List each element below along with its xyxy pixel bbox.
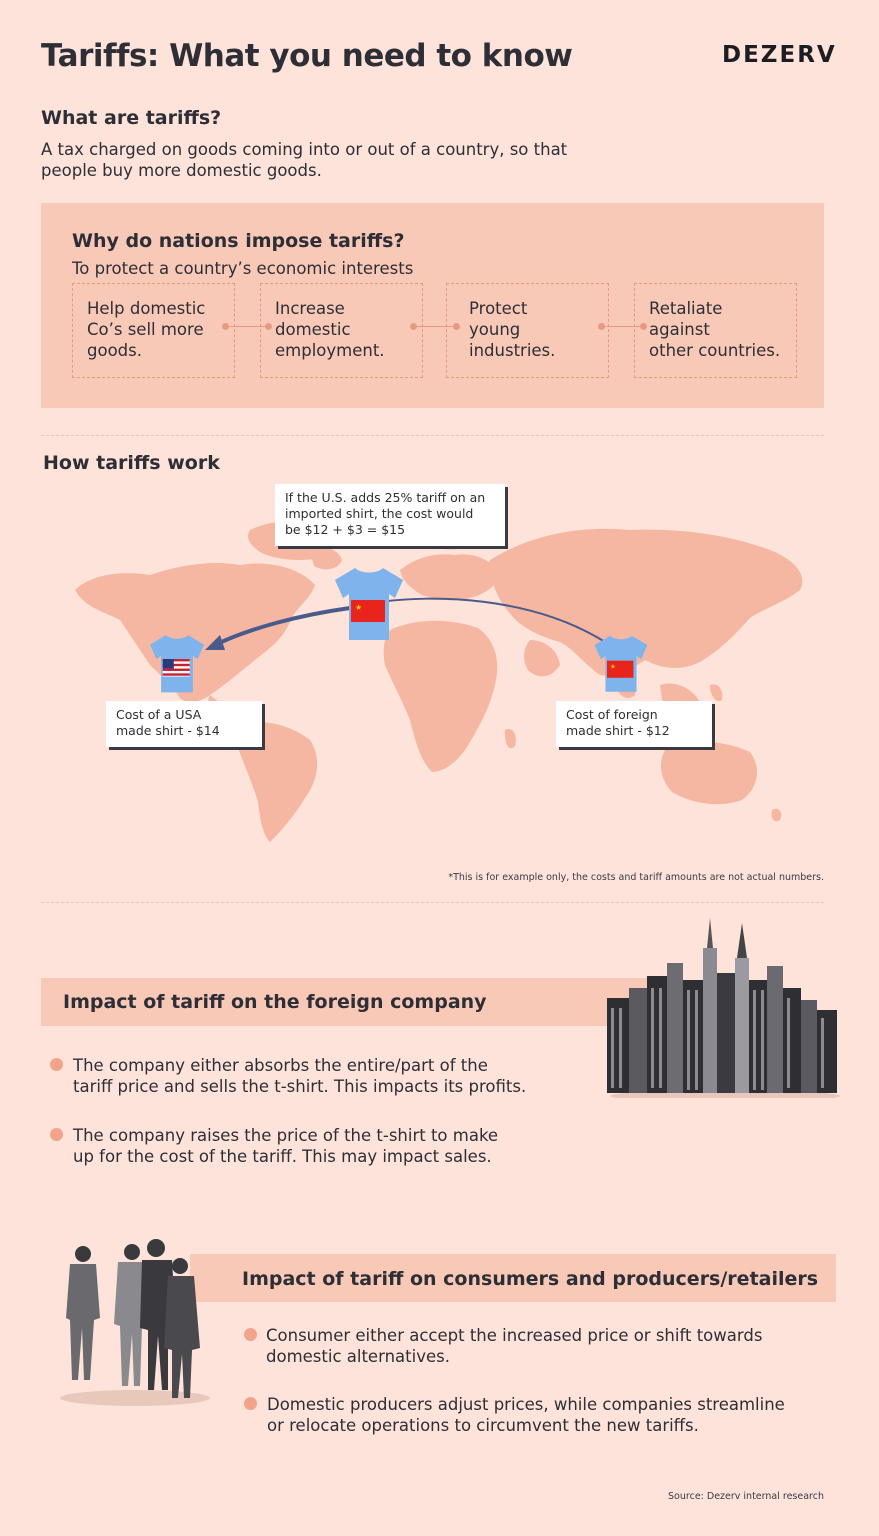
what-line-1: A tax charged on goods coming into or out of a country, so that: [41, 140, 568, 159]
what-line-2: people buy more domestic goods.: [41, 161, 322, 180]
bullet-dot: [244, 1397, 257, 1410]
page-title: Tariffs: What you need to know: [41, 38, 573, 74]
foreign-impact-heading: Impact of tariff on the foreign company: [63, 991, 487, 1013]
what-heading: What are tariffs?: [41, 107, 222, 129]
svg-text:★: ★: [355, 603, 363, 612]
why-heading: Why do nations impose tariffs?: [72, 230, 405, 252]
svg-text:★: ★: [610, 663, 616, 671]
reason-card: [634, 283, 797, 378]
why-subheading: To protect a country’s economic interests: [72, 259, 414, 278]
callout-line: imported shirt, the cost would: [285, 506, 474, 521]
callout-line: be $12 + $3 = $15: [285, 522, 406, 537]
section-divider: [41, 435, 824, 436]
foreign-bullet-2-line-1: The company raises the price of the t-shirt to make: [73, 1126, 499, 1145]
reason-line: Co’s sell more: [87, 320, 204, 339]
source-note: Source: Dezerv internal research: [668, 1491, 824, 1502]
bullet-dot: [244, 1328, 257, 1341]
reason-card: [446, 283, 609, 378]
bullet-dot: [50, 1128, 63, 1141]
bullet-dot: [50, 1058, 63, 1071]
reason-line: Increase: [275, 299, 345, 318]
connector-dot: [640, 323, 647, 330]
reason-line: industries.: [469, 341, 556, 360]
reason-line: Help domestic: [87, 299, 206, 318]
connector-dot: [453, 323, 460, 330]
tshirt-china-flag-icon: [593, 632, 649, 694]
reason-line: domestic: [275, 320, 351, 339]
callout-line: made shirt - $12: [566, 723, 670, 738]
tshirt-china-flag-icon: [333, 564, 405, 642]
consumers-bullet-2-line-2: or relocate operations to circumvent the new tariffs.: [267, 1416, 699, 1435]
consumers-bullet-1-line-1: Consumer either accept the increased price or shift towards: [266, 1326, 763, 1345]
foreign-cost-callout: [556, 701, 712, 747]
reason-line: Protect: [469, 299, 528, 318]
connector-line: [602, 326, 644, 327]
consumers-bullet-2-line-1: Domestic producers adjust prices, while companies streamline: [267, 1395, 785, 1414]
brand-logo: DEZERV: [722, 42, 837, 68]
connector-dot: [265, 323, 272, 330]
people-group-icon: [50, 1238, 220, 1438]
city-skyline-icon: [605, 918, 841, 1098]
tariff-example-callout: [275, 484, 505, 546]
reason-line: other countries.: [649, 341, 781, 360]
reason-line: goods.: [87, 341, 142, 360]
reason-line: employment.: [275, 341, 385, 360]
connector-line: [414, 326, 456, 327]
reason-line: against: [649, 320, 710, 339]
tshirt-usa-flag-icon: [148, 632, 206, 694]
callout-line: made shirt - $14: [116, 723, 220, 738]
foreign-bullet-2-line-2: up for the cost of the tariff. This may impact sales.: [73, 1147, 492, 1166]
section-divider: [41, 902, 824, 903]
callout-line: If the U.S. adds 25% tariff on an: [285, 490, 486, 505]
foreign-bullet-1-line-1: The company either absorbs the entire/part of the: [73, 1056, 488, 1075]
disclaimer-note: *This is for example only, the costs and tariff amounts are not actual numbers.: [448, 872, 824, 883]
consumers-bullet-1-line-2: domestic alternatives.: [266, 1347, 450, 1366]
connector-line: [226, 326, 268, 327]
consumers-impact-heading: Impact of tariff on consumers and producers/retailers: [242, 1268, 819, 1290]
callout-line: Cost of a USA: [116, 707, 202, 722]
usa-cost-callout: [106, 701, 262, 747]
how-heading: How tariffs work: [43, 452, 220, 474]
reason-line: young: [469, 320, 521, 339]
foreign-bullet-1-line-2: tariff price and sells the t-shirt. This impacts its profits.: [73, 1077, 527, 1096]
reason-line: Retaliate: [649, 299, 723, 318]
reason-card: [72, 283, 235, 378]
callout-line: Cost of foreign: [566, 707, 658, 722]
reason-card: [260, 283, 423, 378]
